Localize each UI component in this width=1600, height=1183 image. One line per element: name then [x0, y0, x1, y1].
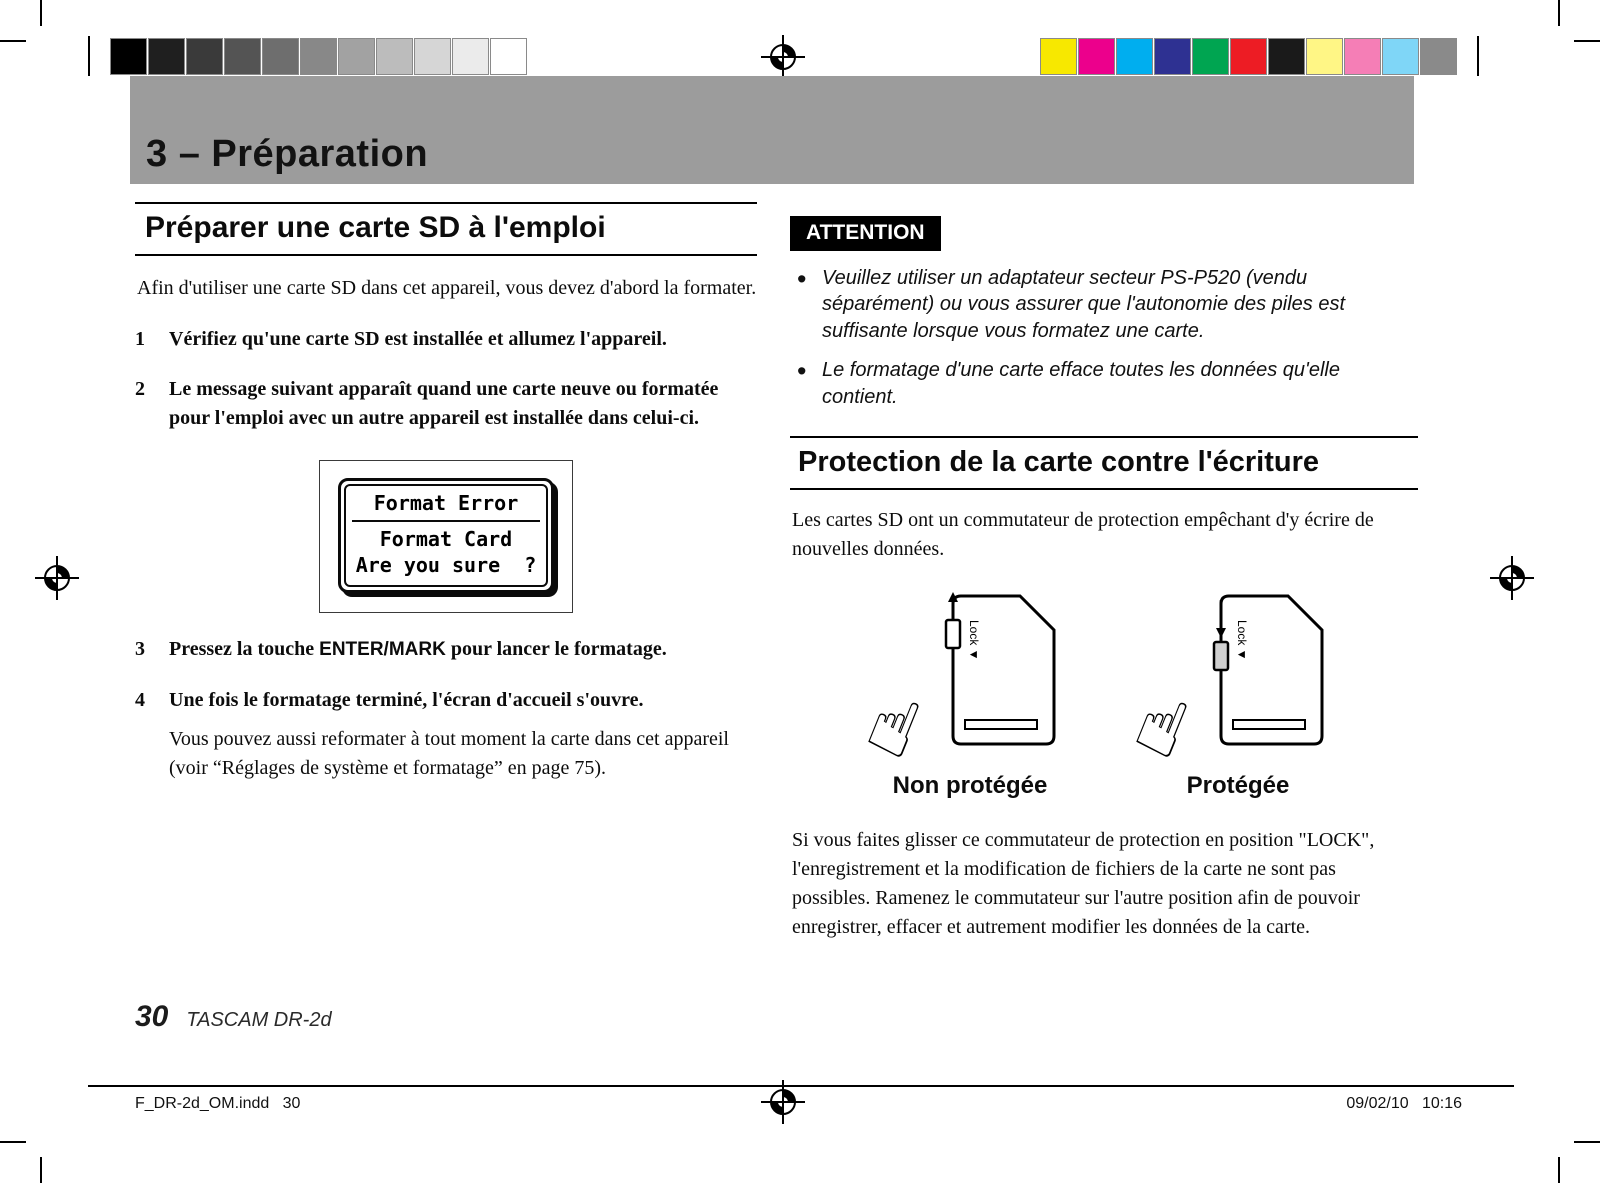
grayscale-swatch — [414, 38, 451, 75]
sd-label-unprotected: Non protégée — [892, 771, 1048, 799]
sd-card-unprotected-art — [854, 590, 1068, 778]
step-4 — [135, 686, 757, 714]
step-text-pre: Pressez la touche — [169, 638, 320, 661]
grayscale-swatch — [224, 38, 261, 75]
grayscale-swatch — [490, 38, 527, 75]
crop-mark — [40, 1157, 42, 1183]
lock-label: Lock ▼ — [967, 619, 981, 661]
step-text: Le message suivant apparaît quand une carte neuve ou formatée pour l'emploi avec un autre appareil est installée dans celui-ci. — [169, 378, 719, 429]
color-swatch — [1306, 38, 1343, 75]
registration-mark-right — [1490, 556, 1534, 600]
sd-card-protected-unit — [1122, 590, 1336, 800]
lock-label: Lock ▼ — [1235, 619, 1249, 661]
section-title-block — [135, 202, 757, 256]
step-number: 1 — [135, 328, 145, 350]
grayscale-swatch — [148, 38, 185, 75]
body-paragraph: Si vous faites glisser ce commutateur de protection en position "LOCK", l'enregistrement et la modification de fichiers de la carte ne sont pas possibles. Ramenez le commutateur sur l'autre position afin de pouvoir enregistrer, effacer et autrement modifier les données de la carte. — [792, 828, 1375, 938]
lock-switch-up — [946, 620, 960, 648]
right-column — [790, 216, 1418, 942]
grayscale-swatch — [262, 38, 299, 75]
fold-tick — [1477, 36, 1479, 76]
crop-mark — [0, 1141, 26, 1143]
grayscale-swatch — [110, 38, 147, 75]
intro-paragraph: Afin d'utiliser une carte SD dans cet appareil, vous devez d'abord la formater. — [137, 277, 757, 299]
crop-mark — [1574, 40, 1600, 42]
color-swatch — [1230, 38, 1267, 75]
color-swatch — [1078, 38, 1115, 75]
color-swatch — [1420, 38, 1457, 75]
grayscale-bar — [110, 38, 528, 75]
sd-card-illustration — [937, 590, 1062, 748]
sd-card-figure — [790, 590, 1418, 800]
attention-list — [790, 265, 1418, 410]
section-title: Préparer une carte SD à l'emploi — [145, 211, 606, 244]
sd-card-protected-art — [1122, 590, 1336, 778]
lcd-screen-inner — [344, 484, 548, 587]
lcd-line-3: Are you sure ? — [355, 552, 537, 577]
grayscale-swatch — [186, 38, 223, 75]
chapter-band — [130, 76, 1414, 184]
color-swatch — [1192, 38, 1229, 75]
step-number: 2 — [135, 378, 145, 401]
crop-mark — [1558, 1157, 1560, 1183]
lcd-figure — [319, 460, 573, 613]
chapter-title: 3 – Préparation — [146, 133, 429, 175]
color-swatch — [1116, 38, 1153, 75]
brand-name: TASCAM DR-2d — [186, 1009, 332, 1031]
step-2 — [135, 375, 757, 432]
step-text — [169, 635, 757, 664]
enter-mark-key-label: ENTER/MARK — [319, 639, 446, 661]
registration-mark-top — [761, 35, 805, 79]
attention-item: • Le formatage d'une carte efface toutes les données qu'elle contient. — [790, 357, 1418, 410]
page-number: 30 — [135, 1000, 169, 1033]
step-number: 3 — [135, 638, 145, 661]
color-swatch — [1382, 38, 1419, 75]
footer-rule — [88, 1085, 1514, 1087]
grayscale-swatch — [300, 38, 337, 75]
footer-file-name: F_DR-2d_OM.indd 30 — [135, 1095, 301, 1112]
sd-card-unprotected-unit — [854, 590, 1068, 800]
crop-mark — [1558, 0, 1560, 26]
section-title: Protection de la carte contre l'écriture — [798, 445, 1320, 478]
left-column — [135, 202, 757, 783]
grayscale-swatch — [376, 38, 413, 75]
fold-tick — [88, 36, 90, 76]
color-swatch — [1268, 38, 1305, 75]
grayscale-swatch — [338, 38, 375, 75]
step-3 — [135, 635, 757, 664]
color-swatch — [1154, 38, 1191, 75]
crop-mark — [0, 40, 26, 42]
color-swatch — [1040, 38, 1077, 75]
sd-label-protected: Protégée — [1186, 771, 1290, 799]
step-4-note: Vous pouvez aussi reformater à tout moment la carte dans cet appareil (voir “Réglages de système et formatage” en page 75). — [169, 727, 729, 779]
footer-timestamp: 09/02/10 10:16 — [1346, 1095, 1462, 1112]
crop-mark — [40, 0, 42, 26]
page-footer-brand — [135, 1000, 332, 1034]
sd-card-illustration — [1205, 590, 1330, 748]
step-number: 4 — [135, 689, 145, 712]
intro-paragraph: Les cartes SD ont un commutateur de protection empêchant d'y écrire de nouvelles données. — [792, 508, 1374, 560]
lcd-line-2: Format Card — [379, 526, 513, 551]
step-text-post: pour lancer le formatage. — [445, 638, 667, 661]
section-title-block — [790, 436, 1418, 490]
step-text: Une fois le formatage terminé, l'écran d'accueil s'ouvre. — [169, 689, 644, 712]
grayscale-swatch — [452, 38, 489, 75]
color-swatch — [1344, 38, 1381, 75]
color-bar — [1040, 38, 1458, 75]
lock-switch-down — [1214, 642, 1228, 670]
pointing-hand-icon: ☝ — [1122, 676, 1201, 778]
lcd-line-1: Format Error — [352, 490, 540, 521]
step-text: Vérifiez qu'une carte SD est installée et allumez l'appareil. — [169, 328, 667, 350]
registration-mark-left — [35, 556, 79, 600]
crop-mark — [1574, 1141, 1600, 1143]
attention-badge: ATTENTION — [790, 216, 941, 251]
lcd-screen — [338, 478, 554, 593]
step-1 — [135, 325, 757, 353]
pointing-hand-icon: ☝ — [854, 676, 933, 778]
attention-item: • Veuillez utiliser un adaptateur secteur PS-P520 (vendu séparément) ou vous assurer que l'autonomie des piles est suffisante lorsque vous formatez une carte. — [790, 265, 1418, 344]
